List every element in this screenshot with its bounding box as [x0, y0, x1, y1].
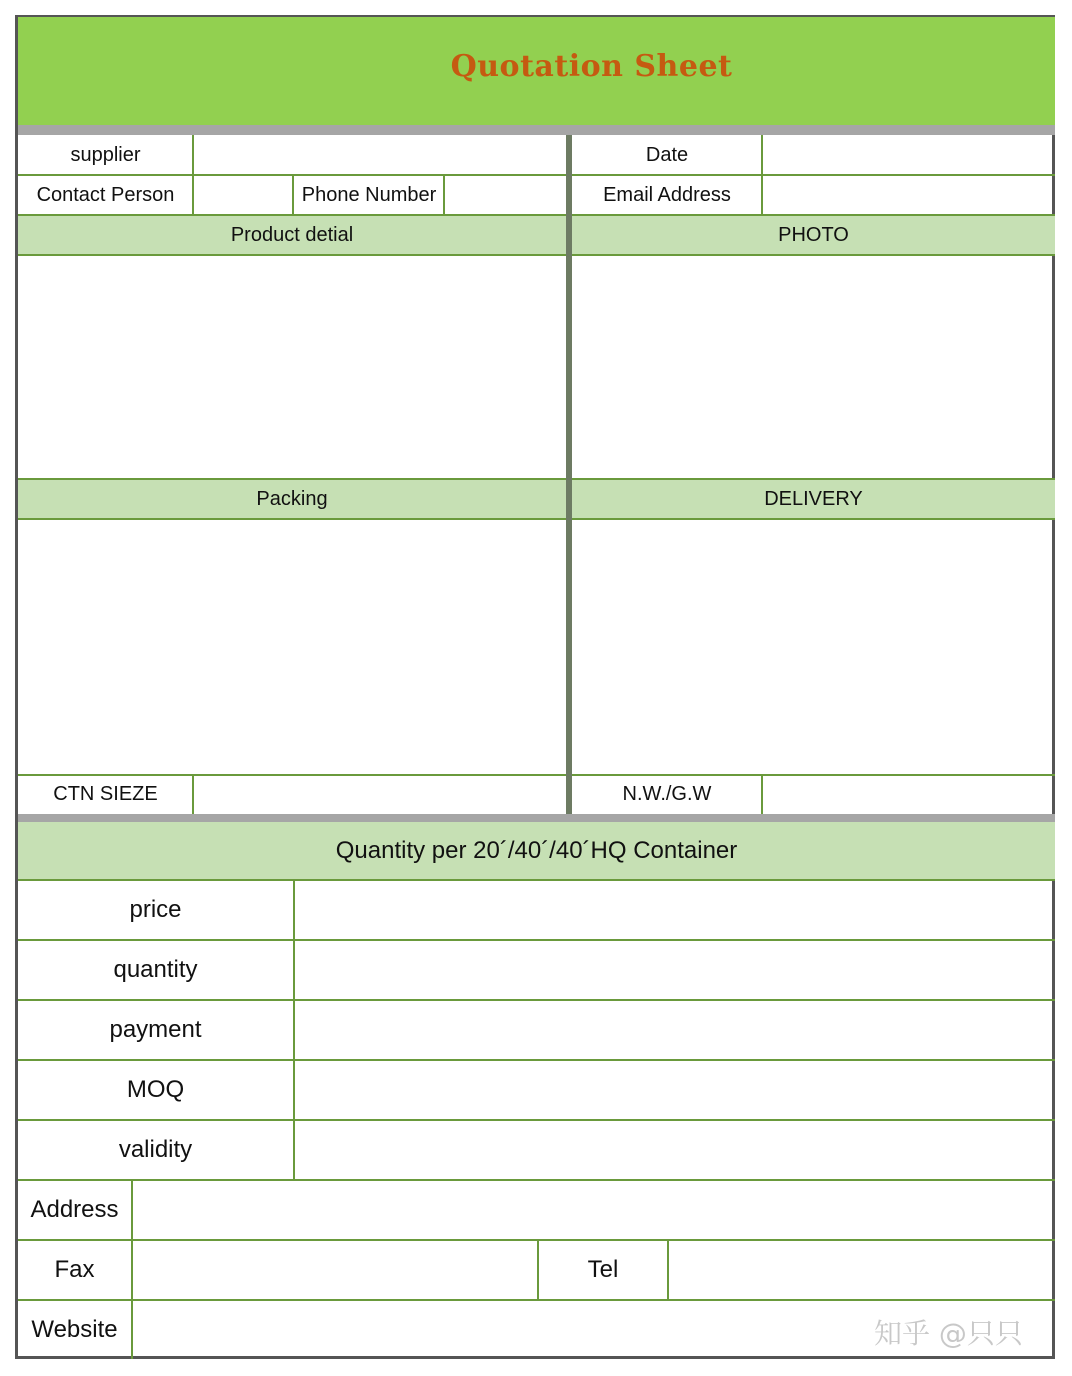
address-field[interactable]: [133, 1181, 1055, 1239]
title-separator: [18, 125, 1055, 135]
payment-field[interactable]: [295, 1001, 1055, 1059]
website-label: Website: [31, 1315, 118, 1343]
center-divider: [566, 135, 572, 815]
product-detail-header: Product detial: [230, 223, 354, 246]
payment-label: payment: [109, 1016, 202, 1043]
fax-label: Fax: [54, 1256, 95, 1283]
email-address-label: Email Address: [603, 183, 731, 206]
email-address-field[interactable]: [763, 175, 1055, 215]
address-label: Address: [30, 1196, 119, 1223]
photo-header: PHOTO: [778, 223, 849, 246]
product-detail-area[interactable]: [18, 257, 566, 479]
packing-area[interactable]: [18, 521, 566, 774]
validity-label: validity: [118, 1136, 193, 1163]
photo-area[interactable]: [572, 257, 1055, 479]
validity-field[interactable]: [295, 1121, 1055, 1179]
price-field[interactable]: [295, 881, 1055, 939]
sheet-title: Quotation Sheet: [450, 49, 733, 84]
nw-gw-label: N.W./G.W: [622, 783, 712, 805]
quantity-label: quantity: [113, 956, 198, 983]
moq-label: MOQ: [126, 1076, 185, 1103]
delivery-area[interactable]: [572, 521, 1055, 774]
contact-person-field[interactable]: [194, 175, 293, 215]
date-label: Date: [645, 143, 689, 166]
phone-number-label: Phone Number: [301, 183, 437, 206]
nw-gw-field[interactable]: [763, 775, 1055, 814]
fax-field[interactable]: [133, 1241, 537, 1299]
title-bar: [18, 17, 1055, 125]
moq-field[interactable]: [295, 1061, 1055, 1119]
section-separator: [18, 814, 1055, 822]
supplier-label: supplier: [70, 143, 141, 166]
quantity-field[interactable]: [295, 941, 1055, 999]
ctn-size-field[interactable]: [194, 775, 566, 814]
supplier-field[interactable]: [194, 135, 566, 175]
price-label: price: [129, 896, 182, 923]
packing-header: Packing: [256, 487, 328, 510]
quotation-sheet: [15, 15, 1055, 1359]
ctn-size-label: CTN SIEZE: [53, 783, 158, 805]
tel-label: Tel: [587, 1256, 619, 1283]
container-header: Quantity per 20´/40´/40´HQ Container: [335, 837, 738, 864]
date-field[interactable]: [763, 135, 1055, 175]
delivery-header: DELIVERY: [764, 487, 863, 510]
phone-number-field[interactable]: [445, 175, 566, 215]
contact-person-label: Contact Person: [36, 183, 175, 206]
watermark-text: 知乎 @只只: [874, 1317, 1023, 1350]
tel-field[interactable]: [669, 1241, 1055, 1299]
